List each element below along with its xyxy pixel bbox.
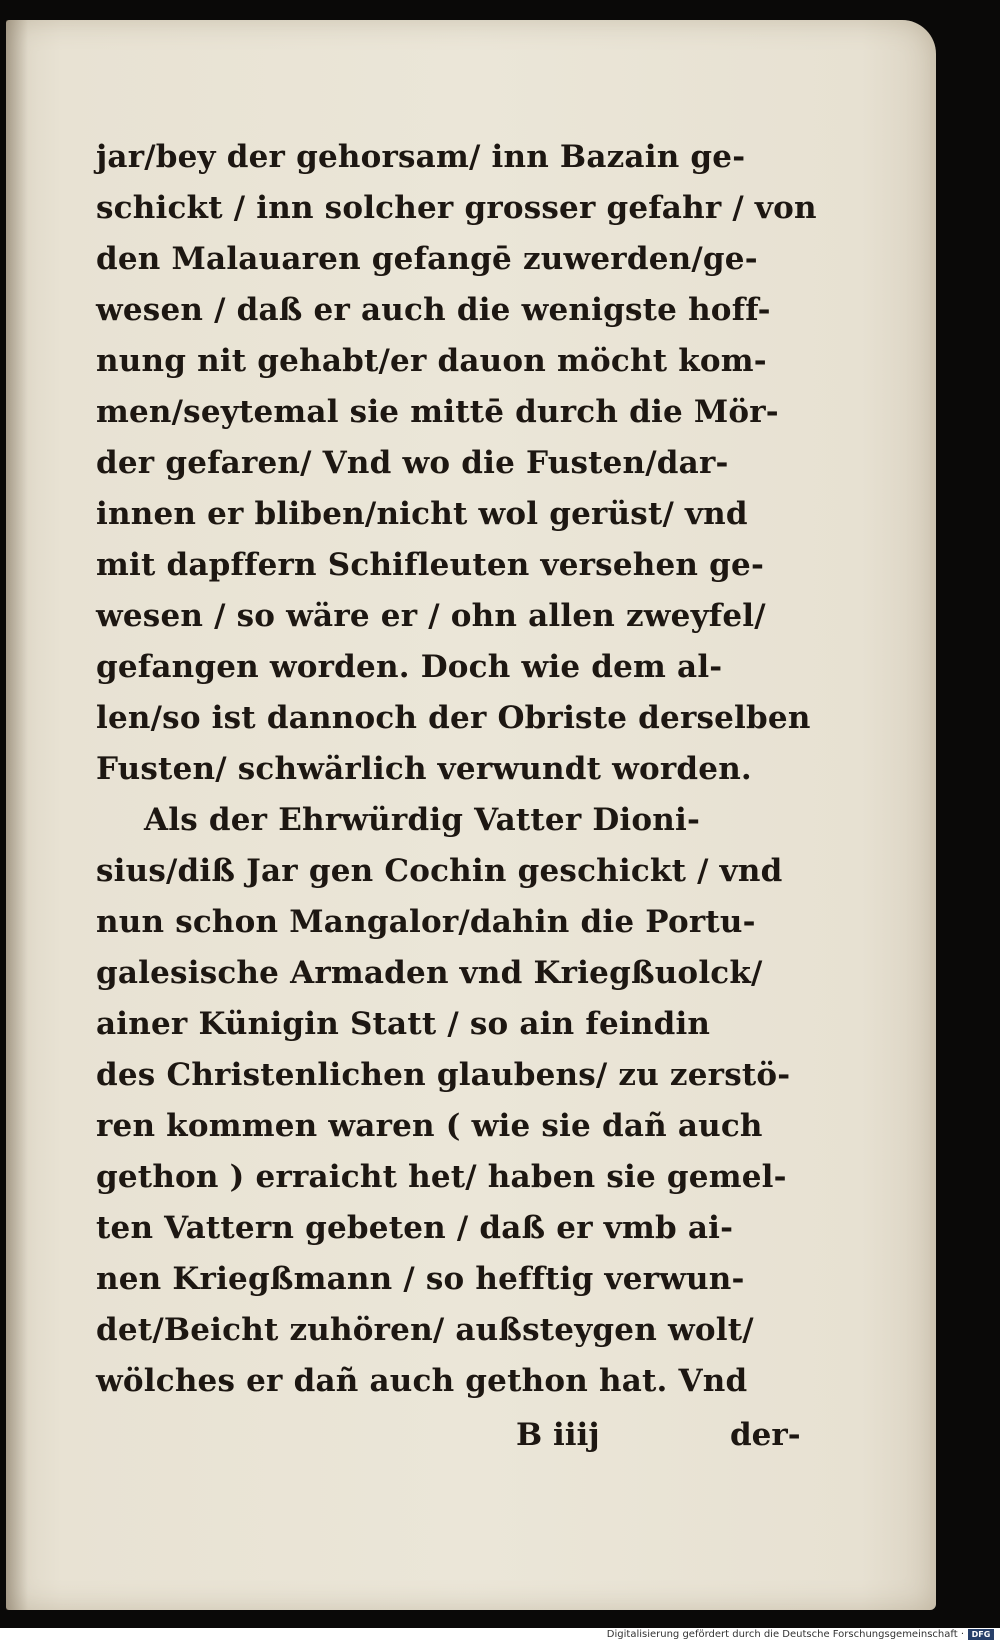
digitization-credit-bar	[0, 1628, 1000, 1642]
catchword: der-	[730, 1417, 801, 1453]
text-line: nung nit gehabt/er dauon möcht kom-	[96, 343, 767, 379]
dfg-logo: DFG	[968, 1629, 994, 1640]
text-line: den Malauaren gefangē zuwerden/ge-	[96, 241, 758, 277]
text-line: galesische Armaden vnd Kriegßuolck/	[96, 955, 763, 991]
text-line: ainer Künigin Statt / so ain feindin	[96, 1006, 711, 1042]
text-line: wölches er dañ auch gethon hat. Vnd	[96, 1363, 748, 1399]
paragraph-start-line: Als der Ehrwürdig Vatter Dioni-	[144, 802, 701, 838]
text-line: schickt / inn solcher grosser gefahr / von	[96, 190, 817, 226]
text-line: ten Vattern gebeten / daß er vmb ai-	[96, 1210, 734, 1246]
text-line: det/Beicht zuhören/ außsteygen wolt/	[96, 1312, 754, 1348]
text-line: gefangen worden. Doch wie dem al-	[96, 649, 723, 685]
book-page	[6, 20, 936, 1610]
text-line: wesen / daß er auch die wenigste hoff-	[96, 292, 771, 328]
credit-text: Digitalisierung gefördert durch die Deutsche Forschungsgemeinschaft ·	[606, 1629, 964, 1640]
signature-mark: B iiij	[516, 1417, 600, 1453]
text-line: Fusten/ schwärlich verwundt worden.	[96, 751, 752, 787]
text-line: len/so ist dannoch der Obriste derselben	[96, 700, 811, 736]
text-line: nen Kriegßmann / so hefftig verwun-	[96, 1261, 745, 1297]
text-line: jar/bey der gehorsam/ inn Bazain ge-	[96, 139, 746, 175]
text-line: gethon ) erraicht het/ haben sie gemel-	[96, 1159, 787, 1195]
page-text-block	[96, 132, 817, 1407]
text-line: des Christenlichen glaubens/ zu zerstö-	[96, 1057, 791, 1093]
text-line: sius/diß Jar gen Cochin geschickt / vnd	[96, 853, 783, 889]
text-line: wesen / so wäre er / ohn allen zweyfel/	[96, 598, 766, 634]
text-line: der gefaren/ Vnd wo die Fusten/dar-	[96, 445, 729, 481]
text-line: men/seytemal sie mittē durch die Mör-	[96, 394, 779, 430]
text-line: ren kommen waren ( wie sie dañ auch	[96, 1108, 763, 1144]
text-line: mit dapffern Schifleuten versehen ge-	[96, 547, 765, 583]
text-line: innen er bliben/nicht wol gerüst/ vnd	[96, 496, 748, 532]
text-line: nun schon Mangalor/dahin die Portu-	[96, 904, 756, 940]
